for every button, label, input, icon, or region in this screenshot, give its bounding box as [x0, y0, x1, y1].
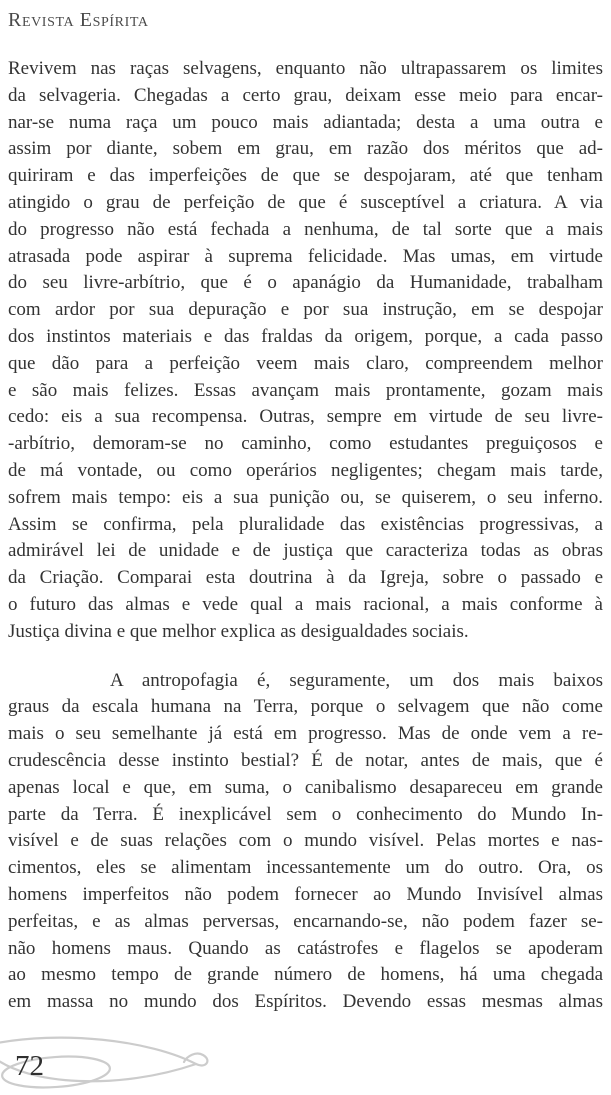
- text-line: não homens maus. Quando as catástrofes e flagelos se apoderam: [8, 937, 603, 959]
- text-line: cedo: eis a sua recompensa. Outras, sempre em virtude de seu livre-: [8, 406, 603, 428]
- text-line: do seu livre-arbítrio, que é o apanágio da Humanidade, trabalham: [8, 272, 603, 294]
- page-number: 72: [15, 1050, 44, 1082]
- text-line: ao mesmo tempo de grande número de homens, há uma chegada: [8, 964, 603, 986]
- text-line: Justiça divina e que melhor explica as desigualdades sociais.: [8, 620, 469, 642]
- text-line: cimentos, eles se alimentam incessantemente um do outro. Ora, os: [8, 857, 603, 879]
- text-line: homens imperfeitos não podem fornecer ao Mundo Invisível almas: [8, 883, 603, 905]
- text-line: nar-se numa raça um pouco mais adiantada; desta a uma outra e: [8, 111, 603, 133]
- text-line: atingido o grau de perfeição de que é susceptível a criatura. A via: [8, 191, 603, 213]
- text-line: do progresso não está fechada a nenhuma, de tal sorte que a mais: [8, 218, 603, 240]
- text-line: -arbítrio, demoram-se no caminho, como estudantes preguiçosos e: [8, 433, 603, 455]
- paragraph: [8, 668, 603, 1016]
- text-line: Revivem nas raças selvagens, enquanto não ultrapassarem os limites: [8, 58, 603, 79]
- text-line: em massa no mundo dos Espíritos. Devendo essas mesmas almas: [8, 991, 603, 1013]
- text-line: assim por diante, sobem em grau, em razão dos méritos que ad-: [8, 138, 603, 160]
- text-line: da selvageria. Chegadas a certo grau, deixam esse meio para encar-: [8, 84, 603, 106]
- text-line: perfeitas, e as almas perversas, encarnando-se, não podem fazer se-: [8, 910, 603, 932]
- text-line: Assim se confirma, pela pluralidade das existências progressivas, a: [8, 513, 603, 535]
- text-line: e são mais felizes. Essas avançam mais prontamente, gozam mais: [8, 379, 603, 401]
- running-header: Revista Espírita: [8, 9, 149, 31]
- text-line: graus da escala humana na Terra, porque o selvagem que não come: [8, 696, 603, 718]
- text-line: o futuro das almas e vede qual a mais racional, a mais conforme à: [8, 593, 603, 615]
- text-line: sofrem mais tempo: eis a sua punição ou, se quiserem, o seu inferno.: [8, 486, 603, 508]
- text-line: A antropofagia é, seguramente, um dos mais baixos: [110, 669, 603, 691]
- text-line: dos instintos materiais e das fraldas da origem, porque, a cada passo: [8, 325, 603, 347]
- text-line: atrasada pode aspirar à suprema felicidade. Mas umas, em virtude: [8, 245, 603, 267]
- text-line: crudescência desse instinto bestial? É de notar, antes de mais, que é: [8, 749, 603, 771]
- text-line: visível e de suas relações com o mundo visível. Pelas mortes e nas-: [8, 830, 603, 852]
- text-line: com ardor por sua depuração e por sua instrução, em se despojar: [8, 299, 603, 321]
- text-line: de má vontade, ou como operários negligentes; chegam mais tarde,: [8, 459, 603, 481]
- text-line: da Criação. Comparai esta doutrina à da Igreja, sobre o passado e: [8, 567, 603, 589]
- body-text: [8, 56, 603, 1016]
- text-line: parte da Terra. É inexplicável sem o conhecimento do Mundo In-: [8, 803, 603, 825]
- paragraph: [8, 56, 603, 646]
- text-line: que dão para a perfeição veem mais claro, compreendem melhor: [8, 352, 603, 374]
- text-line: admirável lei de unidade e de justiça que caracteriza todas as obras: [8, 540, 603, 562]
- text-line: quiriram e das imperfeições de que se despojaram, até que tenham: [8, 165, 603, 187]
- text-line: mais o seu semelhante já está em progresso. Mas de onde vem a re-: [8, 723, 603, 745]
- text-line: apenas local e que, em suma, o canibalismo desapareceu em grande: [8, 776, 603, 798]
